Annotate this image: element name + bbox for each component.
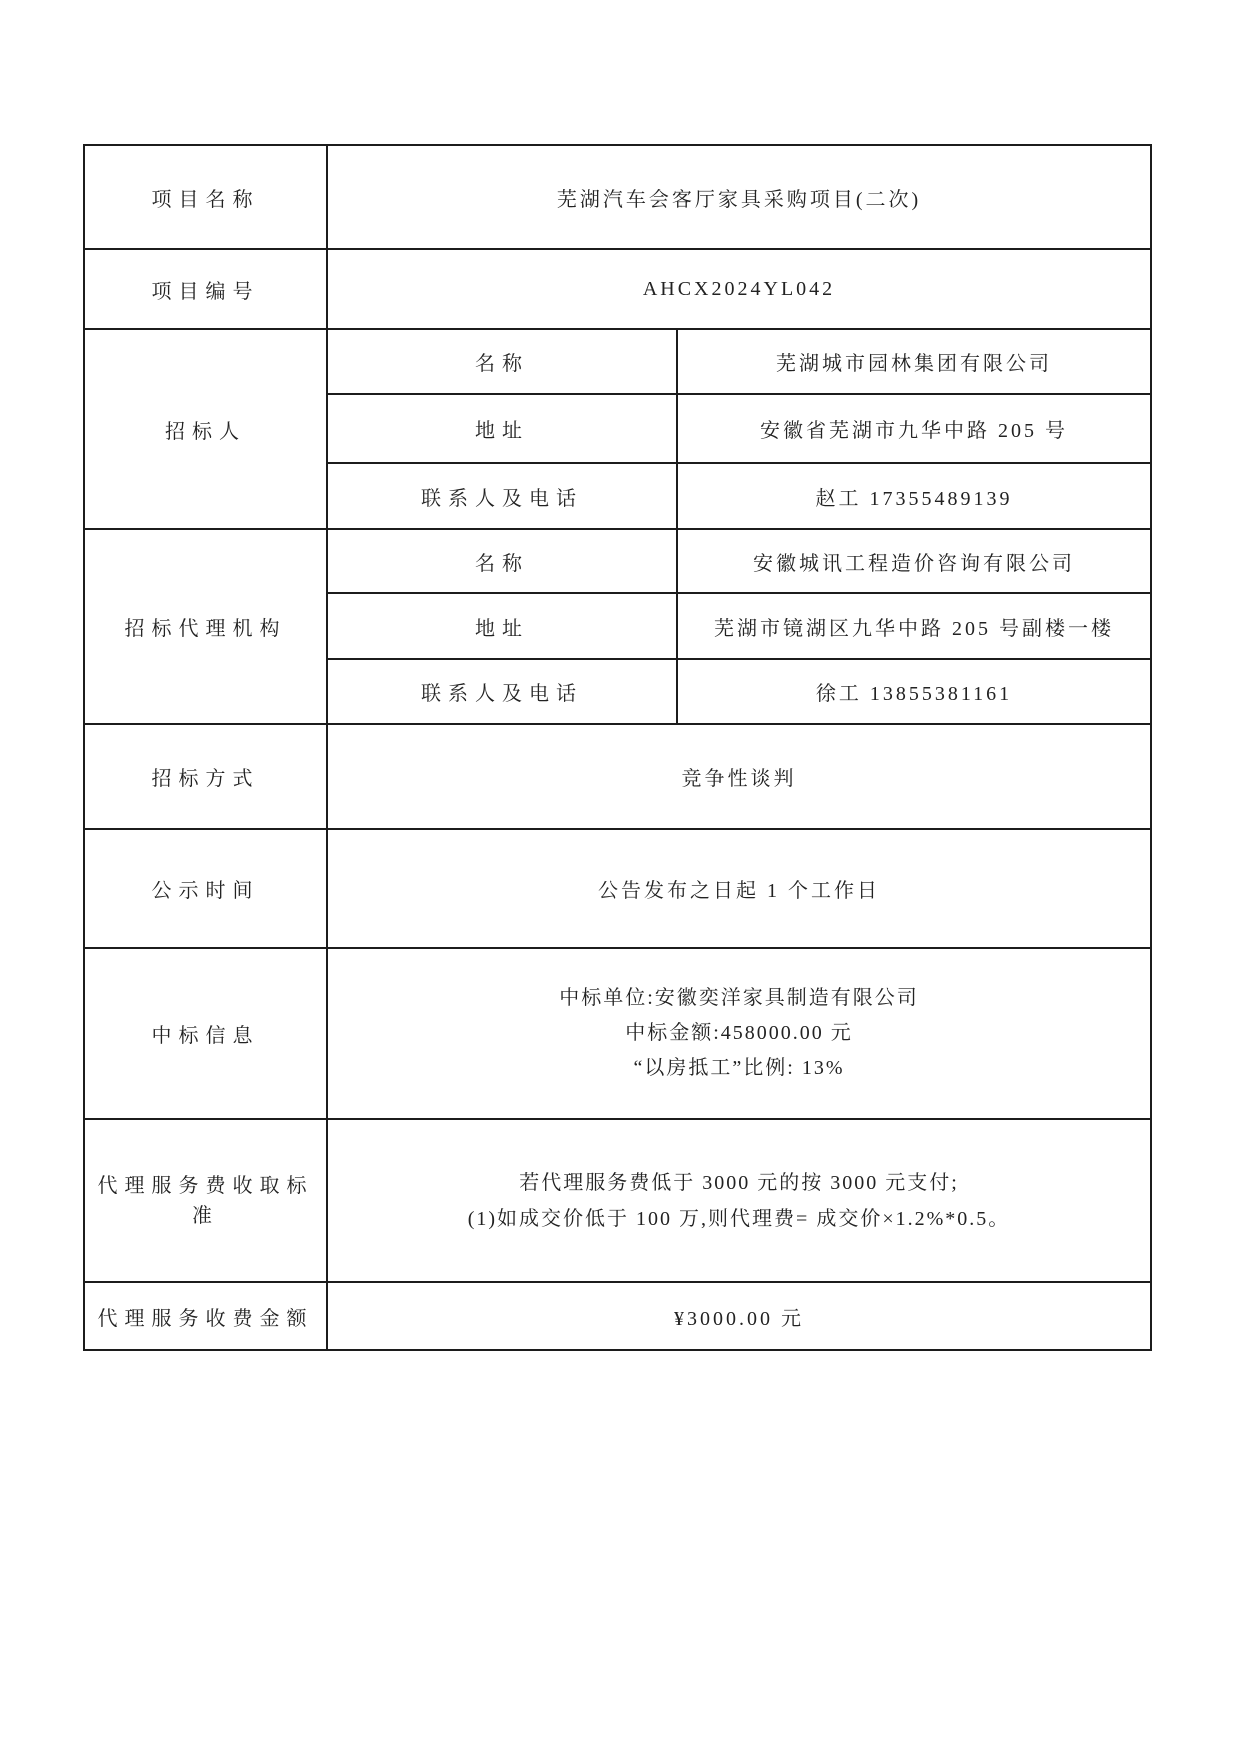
tender-result-table <box>83 144 1152 1351</box>
row-publicity-period <box>84 829 1151 948</box>
publicity-period-value: 公告发布之日起 1 个工作日 <box>327 829 1151 948</box>
agency-fee-amount-value: ¥3000.00 元 <box>327 1282 1151 1350</box>
row-agency-fee-standard <box>84 1119 1151 1282</box>
tenderer-contact-value: 赵工 17355489139 <box>677 463 1151 529</box>
row-award-info <box>84 948 1151 1119</box>
project-name-label: 项目名称 <box>84 145 327 249</box>
award-info-label: 中标信息 <box>84 948 327 1119</box>
tenderer-group-label: 招标人 <box>84 329 327 529</box>
agency-contact-key: 联系人及电话 <box>327 659 677 724</box>
tender-method-label: 招标方式 <box>84 724 327 829</box>
fee-standard-line-1: 若代理服务费低于 3000 元的按 3000 元支付; <box>519 1171 959 1194</box>
agency-address-value: 芜湖市镜湖区九华中路 205 号副楼一楼 <box>677 593 1151 659</box>
row-tender-method <box>84 724 1151 829</box>
agency-name-value: 安徽城讯工程造价咨询有限公司 <box>677 529 1151 593</box>
agency-contact-value: 徐工 13855381161 <box>677 659 1151 724</box>
tenderer-name-value: 芜湖城市园林集团有限公司 <box>677 329 1151 394</box>
tenderer-contact-key: 联系人及电话 <box>327 463 677 529</box>
agency-fee-standard-label: 代理服务费收取标准 <box>84 1119 327 1282</box>
award-info-value <box>327 948 1151 1119</box>
row-project-name <box>84 145 1151 249</box>
row-tenderer-name <box>84 329 1151 394</box>
publicity-period-label: 公示时间 <box>84 829 327 948</box>
agency-address-key: 地址 <box>327 593 677 659</box>
fee-standard-line-2: (1)如成交价低于 100 万,则代理费= 成交价×1.2%*0.5。 <box>467 1207 1011 1230</box>
tenderer-name-key: 名称 <box>327 329 677 394</box>
agency-fee-standard-value <box>327 1119 1151 1282</box>
agency-name-key: 名称 <box>327 529 677 593</box>
tender-method-value: 竞争性谈判 <box>327 724 1151 829</box>
award-ratio-line: “以房抵工”比例: 13% <box>633 1057 845 1079</box>
project-code-label: 项目编号 <box>84 249 327 329</box>
award-winner-line: 中标单位:安徽奕洋家具制造有限公司 <box>559 987 919 1009</box>
row-agency-name <box>84 529 1151 593</box>
agency-group-label: 招标代理机构 <box>84 529 327 724</box>
project-code-value: AHCX2024YL042 <box>327 249 1151 329</box>
row-agency-fee-amount <box>84 1282 1151 1350</box>
tenderer-address-value: 安徽省芜湖市九华中路 205 号 <box>677 394 1151 463</box>
row-project-code <box>84 249 1151 329</box>
tenderer-address-key: 地址 <box>327 394 677 463</box>
award-amount-line: 中标金额:458000.00 元 <box>625 1022 853 1044</box>
project-name-value: 芜湖汽车会客厅家具采购项目(二次) <box>327 145 1151 249</box>
agency-fee-amount-label: 代理服务收费金额 <box>84 1282 327 1350</box>
